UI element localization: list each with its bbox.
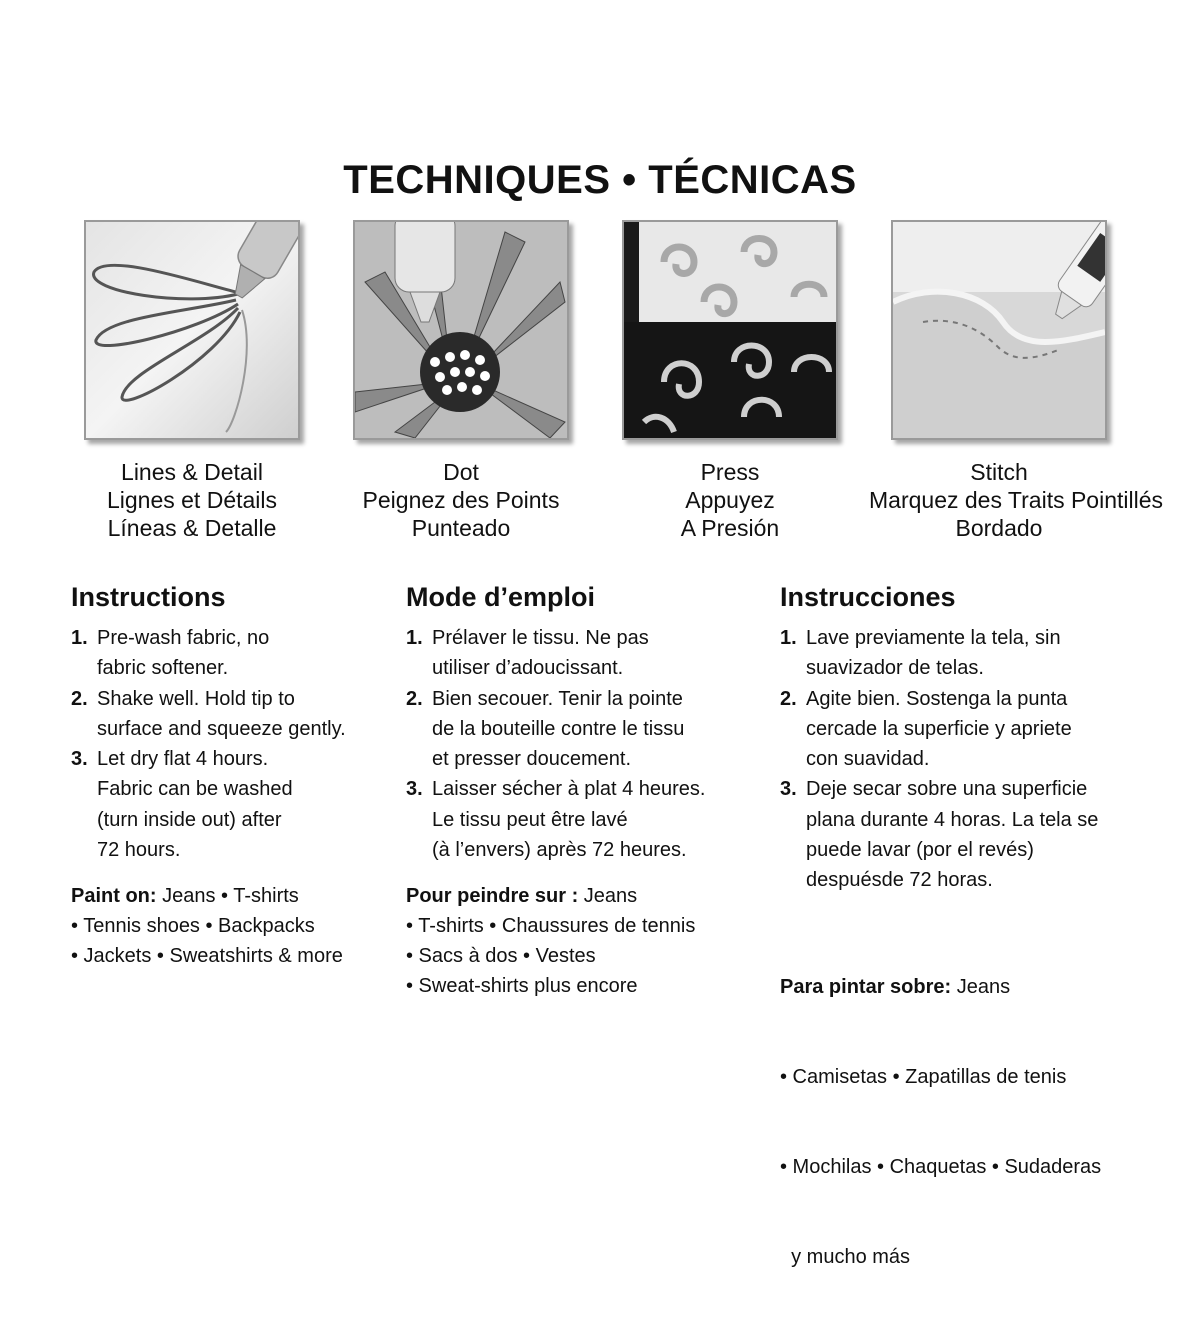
step-number: 3. [406,778,423,801]
caption-en: Press [700,459,760,485]
caption-fr: Peignez des Points [362,487,560,513]
step-number: 2. [71,687,88,710]
paint-on-label: Paint on: [71,885,157,908]
step-item [406,623,706,684]
technique-caption [62,458,322,542]
step-number: 1. [780,627,797,649]
paint-on-item: Jeans • T-shirts [156,885,299,908]
lines-detail-photo [84,220,300,440]
step-list [71,623,346,865]
step-item [71,744,346,865]
step-text: Laisser sécher à plat 4 heures. Le tissu peut être lavé (à l’envers) après 72 heures. [432,778,706,862]
paint-on-item: • Camisetas • Zapatillas de tenis [780,1065,1067,1088]
step-item [71,623,346,684]
paint-on-item: Jeans [578,885,638,908]
step-item [406,684,706,775]
step-item [780,684,1101,775]
step-list [406,623,706,865]
technique-lines [62,220,322,542]
caption-fr: Marquez des Traits Pointillés [869,487,1164,513]
technique-caption [600,458,860,542]
caption-fr: Appuyez [685,487,775,513]
paint-on-item: Jeans [951,975,1011,998]
step-text: Shake well. Hold tip to surface and squeeze gently. [97,687,346,740]
caption-es: A Presión [680,515,780,541]
step-item [406,774,706,865]
caption-es: Punteado [411,515,511,541]
paint-on-item: • Sacs à dos • Vestes [406,945,596,968]
step-text: Prélaver le tissu. Ne pas utiliser d’adoucissant. [432,627,649,680]
step-text: Let dry flat 4 hours. Fabric can be washed (turn inside out) after 72 hours. [97,748,293,862]
instructions-english [71,582,346,971]
section-heading: Instructions [71,582,226,612]
paint-on-item: • Mochilas • Chaquetas • Sudaderas [780,1155,1102,1178]
step-text: Lave previamente la tela, sin suavizador de telas. [806,627,1061,680]
paint-on-list [406,881,706,1001]
step-text: Bien secouer. Tenir la pointe de la bouteille contre le tissu et presser doucement. [432,687,685,771]
step-number: 2. [780,687,797,710]
step-item [71,684,346,745]
paint-on-label: Pour peindre sur : [406,885,579,908]
dot-photo [353,220,569,440]
section-heading: Instrucciones [780,582,956,612]
step-number: 1. [406,627,423,649]
section-heading: Mode d’emploi [406,582,595,612]
caption-en: Lines & Detail [121,459,263,485]
page-title: TECHNIQUES • TÉCNICAS [343,158,857,202]
step-item [780,623,1101,684]
caption-en: Stitch [970,459,1028,485]
caption-en: Dot [443,459,479,485]
press-photo [622,220,838,440]
step-number: 3. [71,748,88,771]
technique-stitch [869,220,1164,542]
step-text: Deje secar sobre una superficie plana durante 4 horas. La tela se puede lavar (por el revés) despuésde 72 horas. [806,778,1099,892]
technique-press [600,220,860,542]
stitch-photo [891,220,1107,440]
technique-caption [869,458,1164,542]
technique-caption [331,458,591,542]
step-number: 1. [71,627,88,649]
paint-on-label: Para pintar sobre: [780,975,952,998]
caption-es: Bordado [955,515,1043,541]
step-text: Agite bien. Sostenga la punta cercade la superficie y apriete con suavidad. [806,687,1072,771]
step-list [780,623,1101,896]
step-number: 2. [406,687,423,710]
step-item [780,774,1101,895]
paint-on-item: y mucho más [780,1245,911,1268]
caption-fr: Lignes et Détails [106,487,278,513]
paint-on-list [71,881,346,971]
paint-on-item: • T-shirts • Chaussures de tennis [406,915,696,938]
step-text: Pre-wash fabric, no fabric softener. [97,627,270,680]
paint-on-item: • Sweat-shirts plus encore [406,975,638,998]
caption-es: Líneas & Detalle [107,515,277,541]
paint-on-item: • Tennis shoes • Backpacks [71,915,315,938]
instructions-french [406,582,706,1001]
step-number: 3. [780,778,797,801]
paint-on-item: • Jackets • Sweatshirts & more [71,945,343,968]
instructions-spanish [780,582,1101,1332]
technique-dot [331,220,591,542]
paint-on-list [780,912,1101,1332]
